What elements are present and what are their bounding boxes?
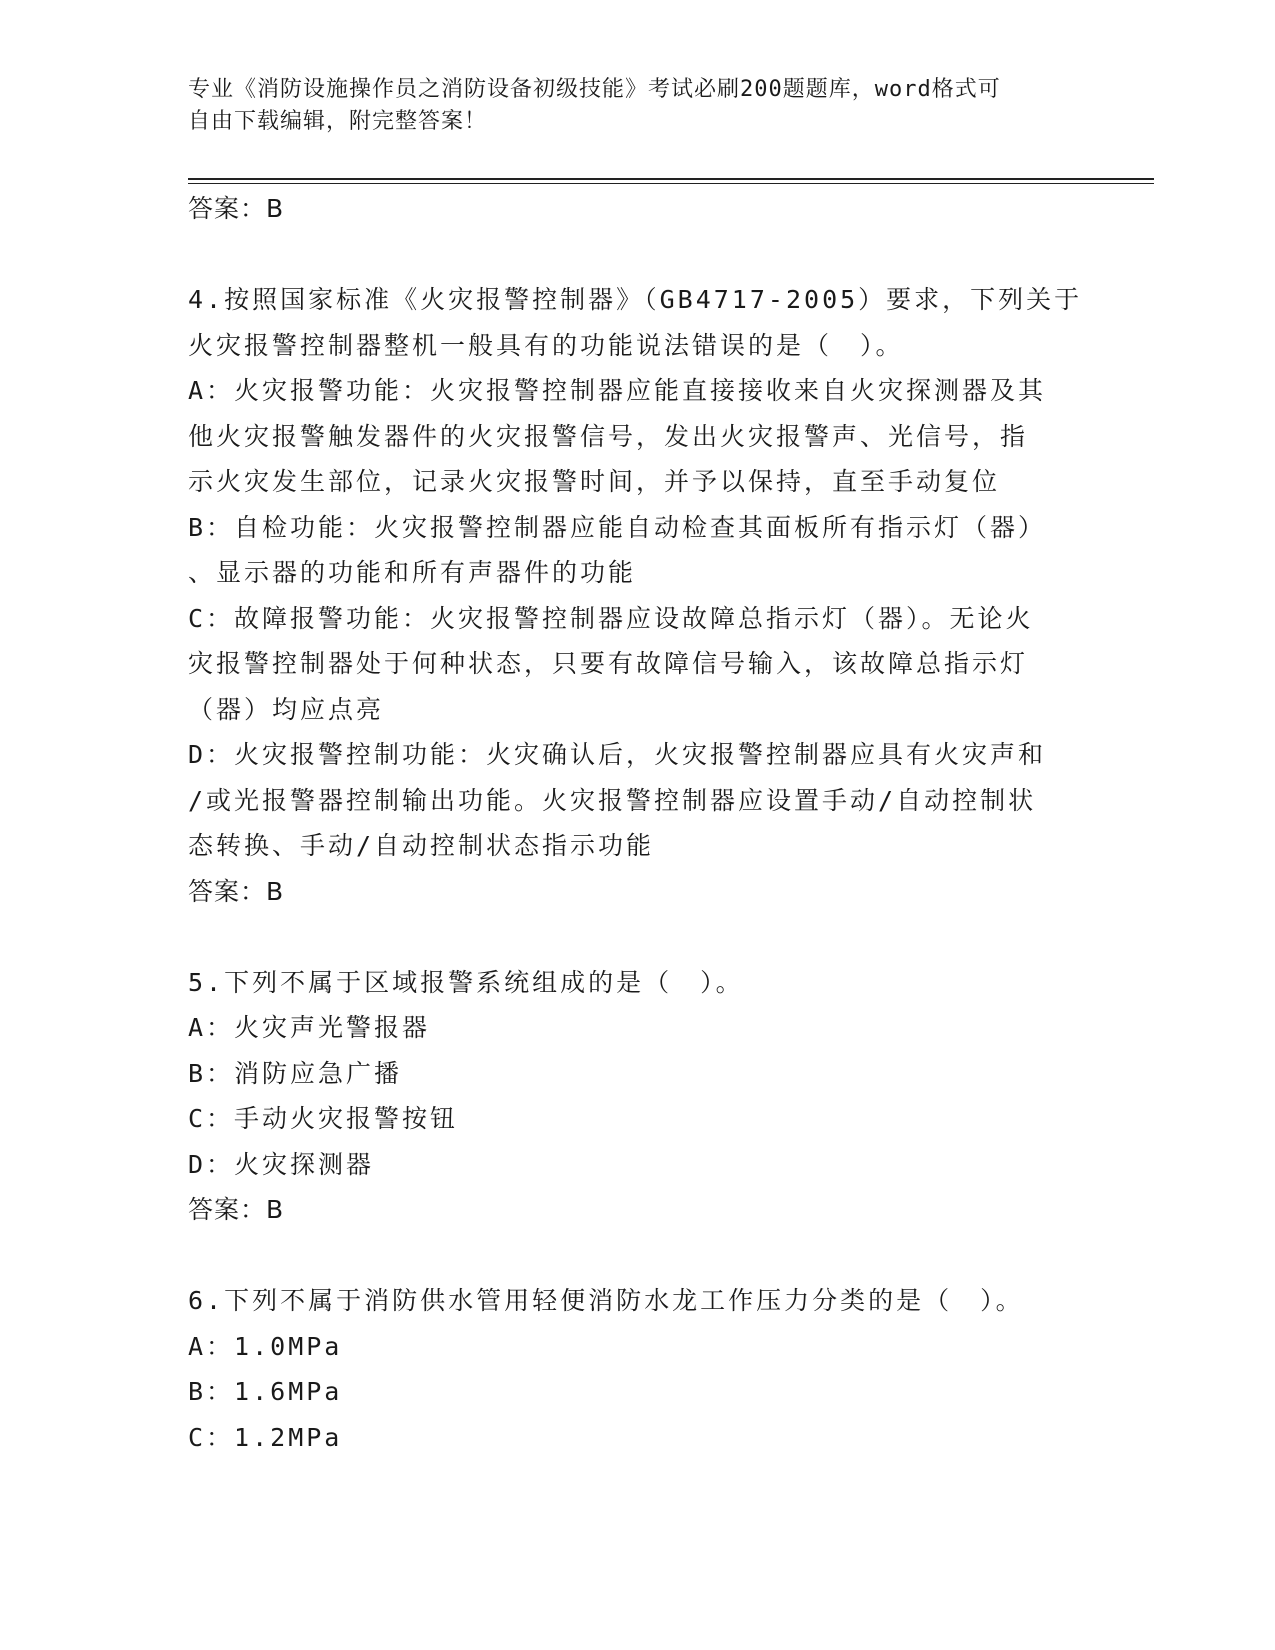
page-header [188, 74, 1068, 138]
question-5-option-d: D：火灾探测器 [188, 1149, 375, 1179]
question-6-option-b: B：1.6MPa [188, 1377, 343, 1406]
header-rule-thin [188, 183, 1154, 184]
question-4-option-a-cont: 他火灾报警触发器件的火灾报警信号，发出火灾报警声、光信号，指 [188, 421, 1029, 451]
question-5-option-c: C：手动火灾报警按钮 [188, 1104, 459, 1133]
question-5-option-a: A：火灾声光警报器 [188, 1013, 431, 1042]
question-6-option-c: C：1.2MPa [188, 1422, 343, 1452]
header-line-2: 自由下载编辑，附完整答案！ [188, 109, 488, 134]
question-4-option-c: C：故障报警功能：火灾报警控制器应设故障总指示灯（器）。无论火 [188, 603, 1034, 633]
previous-answer: 答案：B [188, 194, 285, 223]
question-4-line: 4.按照国家标准《火灾报警控制器》（GB4717-2005）要求，下列关于 [188, 285, 1083, 314]
question-4-answer: 答案：B [188, 876, 285, 906]
question-4-option-b: B：自检功能：火灾报警控制器应能自动检查其面板所有指示灯（器） [188, 512, 1047, 542]
question-4-option-a-cont: 示火灾发生部位，记录火灾报警时间，并予以保持，直至手动复位 [188, 467, 1001, 496]
question-content [188, 186, 1088, 1460]
question-6-option-a: A：1.0MPa [188, 1331, 343, 1361]
question-5-stem: 5.下列不属于区域报警系统组成的是（ ）。 [188, 967, 744, 997]
question-4-option-d: D：火灾报警控制功能：火灾确认后，火灾报警控制器应具有火灾声和 [188, 740, 1047, 769]
question-6-stem: 6.下列不属于消防供水管用轻便消防水龙工作压力分类的是（ ）。 [188, 1286, 1024, 1315]
header-line-1: 专业《消防设施操作员之消防设备初级技能》考试必刷200题题库，word格式可 [188, 77, 1001, 102]
question-5-answer: 答案：B [188, 1195, 285, 1224]
question-4-option-d-cont: /或光报警器控制输出功能。火灾报警控制器应设置手动/自动控制状 [188, 785, 1037, 815]
spacer [188, 1233, 1088, 1279]
question-5-option-b: B：消防应急广播 [188, 1058, 403, 1088]
question-4-option-a: A：火灾报警功能：火灾报警控制器应能直接接收来自火灾探测器及其 [188, 376, 1047, 405]
question-4-option-b-cont: 、显示器的功能和所有声器件的功能 [188, 558, 637, 587]
question-5 [188, 960, 1088, 1233]
question-4-option-c-cont: （器）均应点亮 [188, 694, 385, 724]
question-6 [188, 1278, 1088, 1460]
header-rule-thick [188, 178, 1154, 180]
question-4-line: 火灾报警控制器整机一般具有的功能说法错误的是（ ）。 [188, 330, 904, 360]
spacer [188, 914, 1088, 960]
question-4-option-c-cont: 灾报警控制器处于何种状态，只要有故障信号输入，该故障总指示灯 [188, 649, 1029, 678]
question-4 [188, 277, 1088, 914]
spacer [188, 232, 1088, 278]
question-4-option-d-cont: 态转换、手动/自动控制状态指示功能 [188, 831, 655, 860]
